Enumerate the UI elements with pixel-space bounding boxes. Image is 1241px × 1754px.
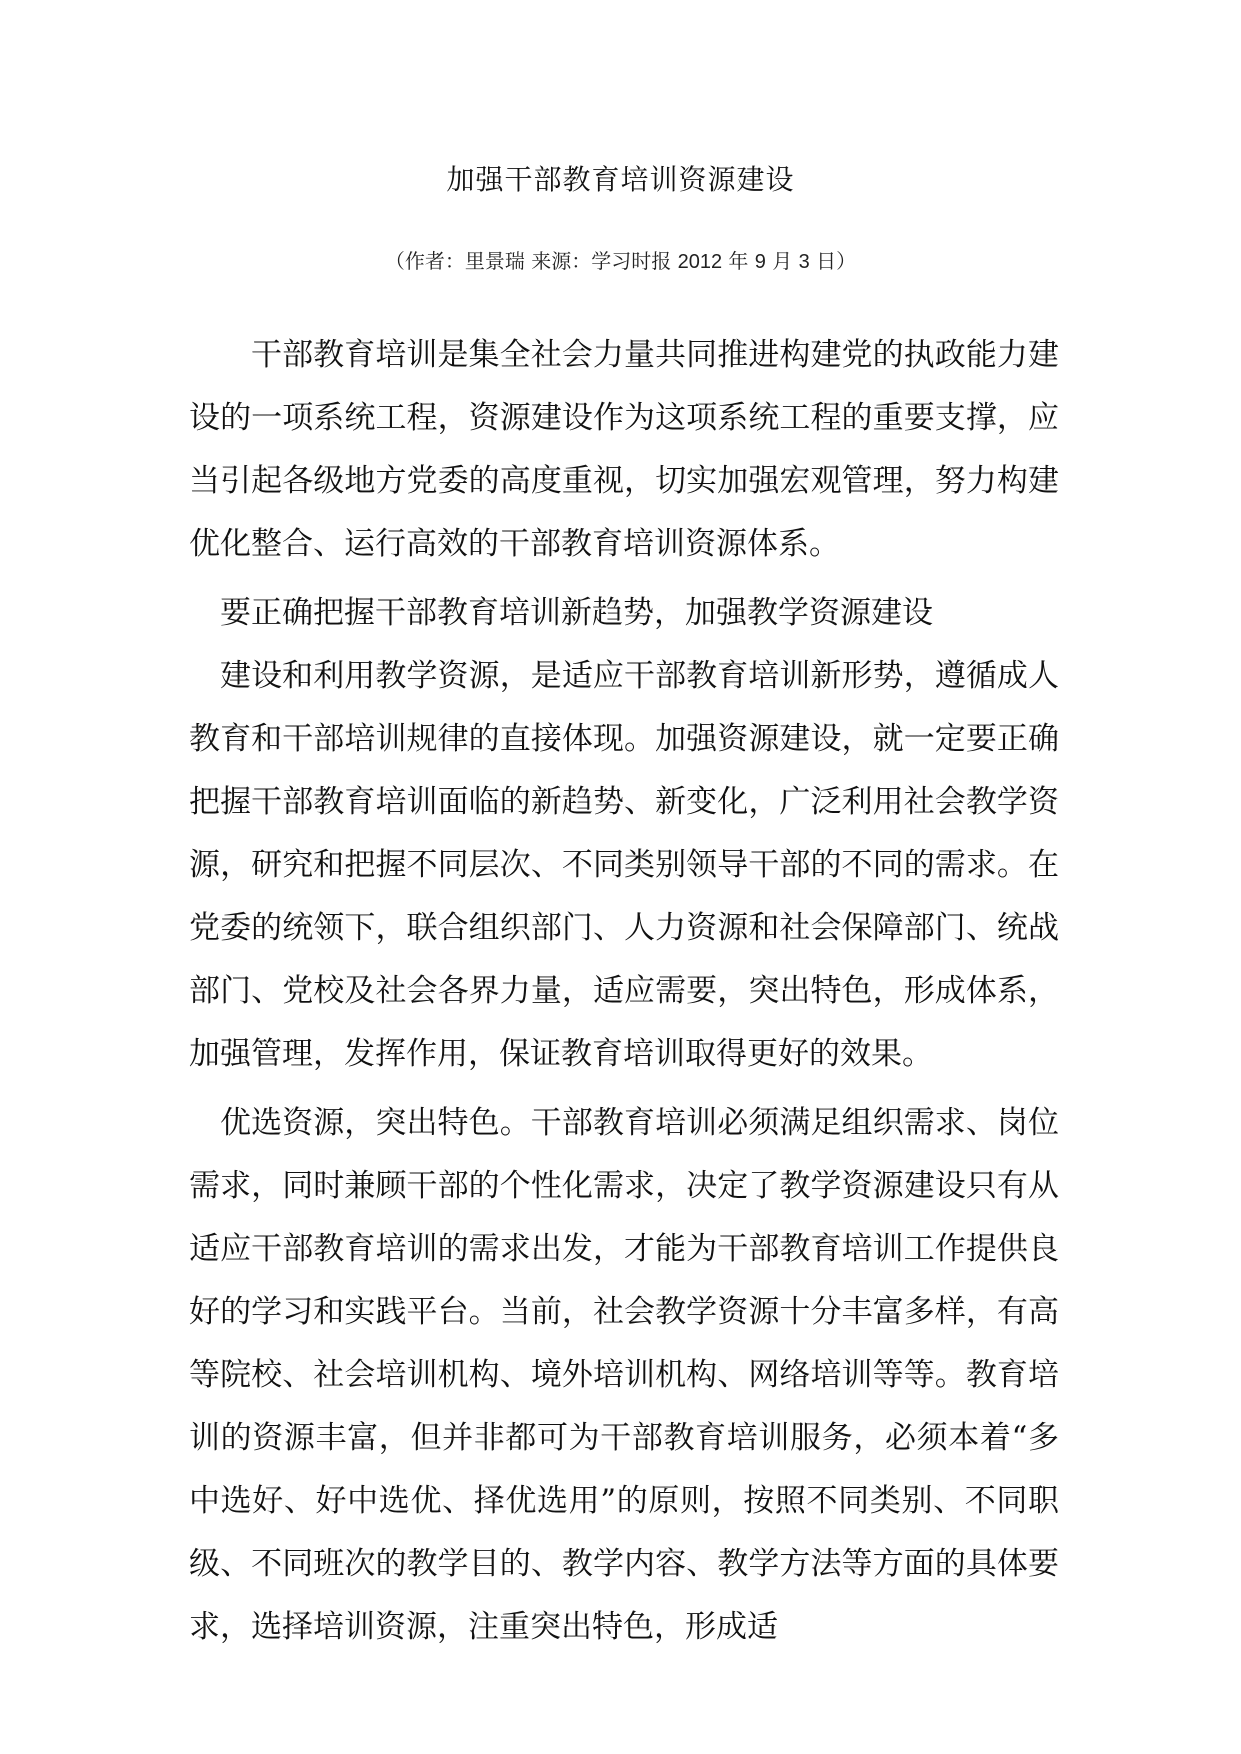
document-body bbox=[189, 324, 1059, 1659]
byline-day: 3 bbox=[798, 251, 810, 273]
byline-day-suffix: 日） bbox=[809, 249, 857, 273]
byline-year-suffix: 年 bbox=[722, 249, 755, 273]
paragraph-resources: 建设和利用教学资源，是适应干部教育培训新形势，遵循成人教育和干部培训规律的直接体现。加强资源建设，就一定要正确把握干部教育培训面临的新趋势、新变化，广泛利用社会教学资源，研究和把握不同层次、不同类别领导干部的不同的需求。在党委的统领下，联合组织部门、人力资源和社会保障部门、统战部门、党校及社会各界力量，适应需要，突出特色，形成体系，加强管理，发挥作用，保证教育培训取得更好的效果。 bbox=[189, 658, 1059, 1072]
byline-month: 9 bbox=[754, 251, 766, 273]
paragraph-select-resources: 优选资源，突出特色。干部教育培训必须满足组织需求、岗位需求，同时兼顾干部的个性化需求，决定了教学资源建设只有从适应干部教育培训的需求出发，才能为干部教育培训工作提供良好的学习和实践平台。当前，社会教学资源十分丰富多样，有高等院校、社会培训机构、境外培训机构、网络培训等等。教育培训的资源丰富，但并非都可为干部教育培训服务，必须本着“多中选好、好中选优、择优选用”的原则，按照不同类别、不同职级、不同班次的教学目的、教学内容、教学方法等方面的具体要求，选择培训资源，注重突出特色，形成适 bbox=[189, 1105, 1059, 1645]
section-heading: 要正确把握干部教育培训新趋势，加强教学资源建设 bbox=[220, 595, 933, 631]
document-title: 加强干部教育培训资源建设 bbox=[446, 163, 795, 196]
byline-month-suffix: 月 bbox=[765, 249, 799, 273]
paragraph-intro: 干部教育培训是集全社会力量共同推进构建党的执政能力建设的一项系统工程，资源建设作为这项系统工程的重要支撑，应当引起各级地方党委的高度重视，切实加强宏观管理，努力构建优化整合、运行高效的干部教育培训资源体系。 bbox=[189, 337, 1059, 562]
byline-year: 2012 bbox=[677, 251, 723, 273]
document-byline bbox=[0, 246, 1241, 277]
byline-prefix: （作者：里景瑞 来源：学习时报 bbox=[384, 249, 678, 273]
